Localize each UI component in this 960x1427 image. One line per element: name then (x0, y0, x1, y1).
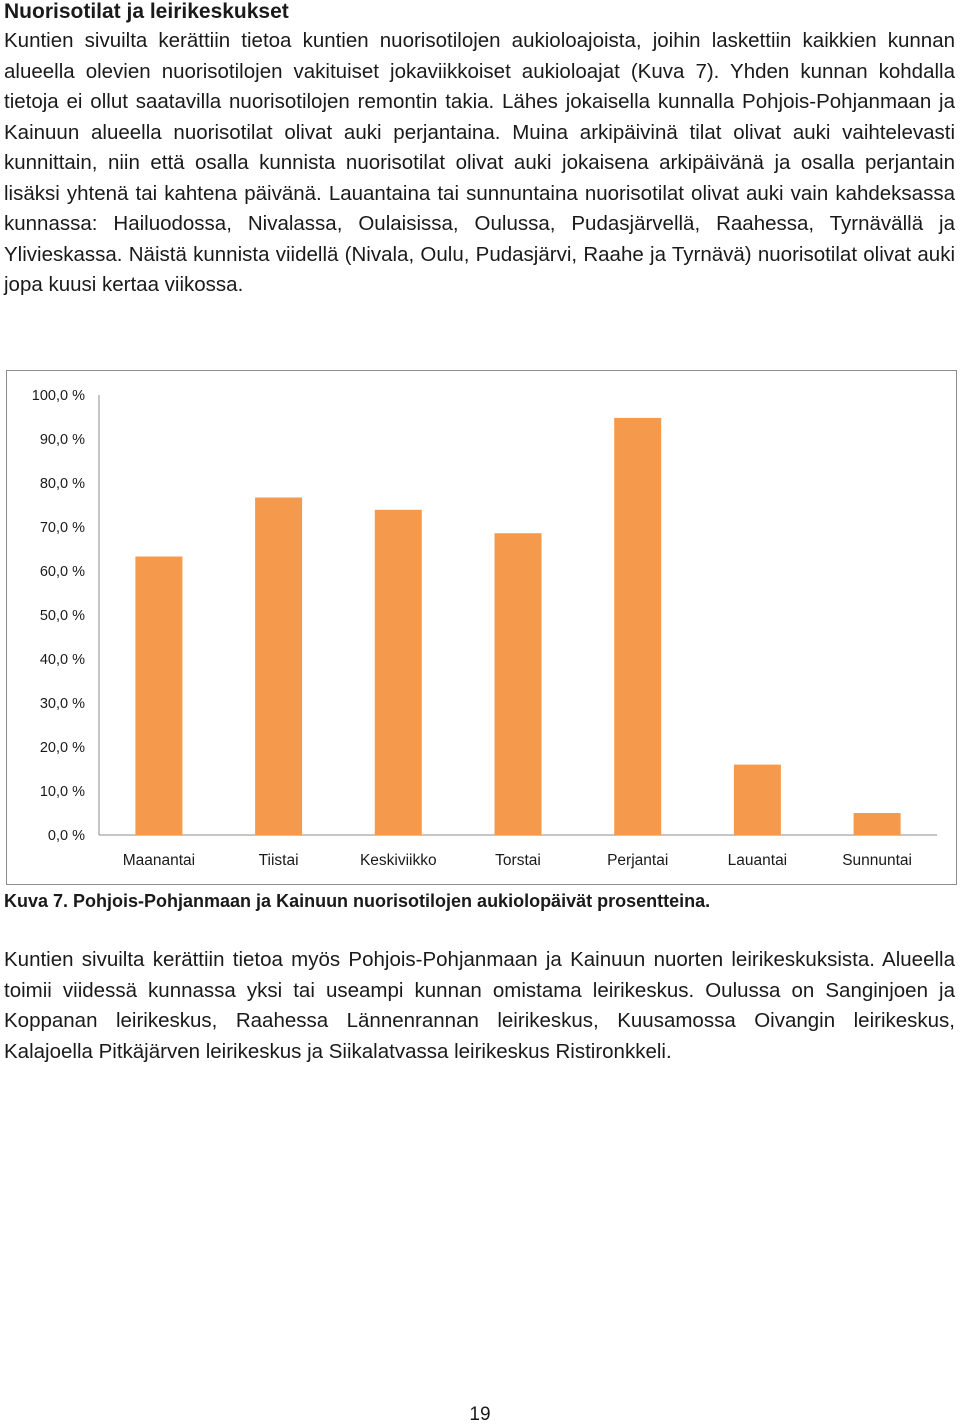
y-tick-label: 50,0 % (39, 608, 85, 624)
bar-chart-svg (7, 371, 956, 884)
x-tick-label: Perjantai (607, 852, 669, 869)
x-tick-label: Torstai (495, 852, 541, 869)
section-heading: Nuorisotilat ja leirikeskukset (4, 0, 289, 23)
bar-perjantai (614, 418, 661, 835)
y-tick-label: 0,0 % (47, 828, 85, 844)
bar-torstai (495, 533, 542, 835)
x-tick-label: Keskiviikko (359, 852, 437, 869)
figure-caption: Kuva 7. Pohjois-Pohjanmaan ja Kainuun nuorisotilojen aukiolopäivät prosentteina. (4, 891, 711, 911)
x-tick-label: Tiistai (258, 852, 299, 869)
x-tick-label: Sunnuntai (842, 852, 913, 869)
x-tick-label: Lauantai (727, 852, 788, 869)
body-paragraph-1: Kuntien sivuilta kerättiin tietoa kuntien nuorisotilojen aukioloajoista, joihin laskettiin kaikkien kunnan alueella olevien nuorisotilojen vakituiset jokaviikkoiset aukioloajat (Kuva 7). Yhden kunnan kohdalla tietoja ei ollut saatavilla nuorisotilojen remontin takia. Lähes jokaisella kunnalla Pohjois-Pohjanmaan ja Kainuun alueella nuorisotilat olivat auki perjantaina. Muina arkipäivinä tilat olivat auki vaihtelevasti kunnittain, niin että osalla kunnista nuorisotilat olivat auki jokaisena arkipäivänä ja osalla perjantain lisäksi yhtenä tai kahtena päivänä. Lauantaina tai sunnuntaina nuorisotilat olivat auki vain kahdeksassa kunnassa: Hailuodossa, Nivalassa, Oulaisissa, Oulussa, Pudasjärvellä, Raahessa, Tyrnävällä ja Ylivieskassa. Näistä kunnista viidellä (Nivala, Oulu, Pudasjärvi, Raahe ja Tyrnävä) nuorisotilat olivat auki jopa kuusi kertaa viikossa. (4, 29, 955, 296)
bar-tiistai (255, 498, 302, 836)
y-tick-label: 10,0 % (39, 784, 85, 800)
bar-chart (6, 370, 957, 885)
bar-keskiviikko (375, 510, 422, 835)
y-tick-label: 100,0 % (31, 388, 85, 404)
y-tick-label: 90,0 % (39, 432, 85, 448)
bar-sunnuntai (854, 813, 901, 835)
y-tick-label: 80,0 % (39, 476, 85, 492)
y-tick-label: 20,0 % (39, 740, 85, 756)
body-paragraph-2: Kuntien sivuilta kerättiin tietoa myös Pohjois-Pohjanmaan ja Kainuun nuorten leirikeskuksista. Alueella toimii viidessä kunnassa yksi tai useampi kunnan omistama leirikeskus. Oulussa on Sanginjoen ja Koppanan leirikeskus, Raahessa Lännenrannan leirikeskus, Kuusamossa Oivangin leirikeskus, Kalajoella Pitkäjärven leirikeskus ja Siikalatvassa leirikeskus Ristironkkeli. (4, 948, 955, 1063)
x-tick-label: Maanantai (122, 852, 196, 869)
y-tick-label: 30,0 % (39, 696, 85, 712)
y-tick-label: 60,0 % (39, 564, 85, 580)
bar-maanantai (135, 557, 182, 836)
bar-lauantai (734, 765, 781, 835)
y-tick-label: 40,0 % (39, 652, 85, 668)
y-tick-label: 70,0 % (39, 520, 85, 536)
page-number: 19 (469, 1404, 491, 1425)
